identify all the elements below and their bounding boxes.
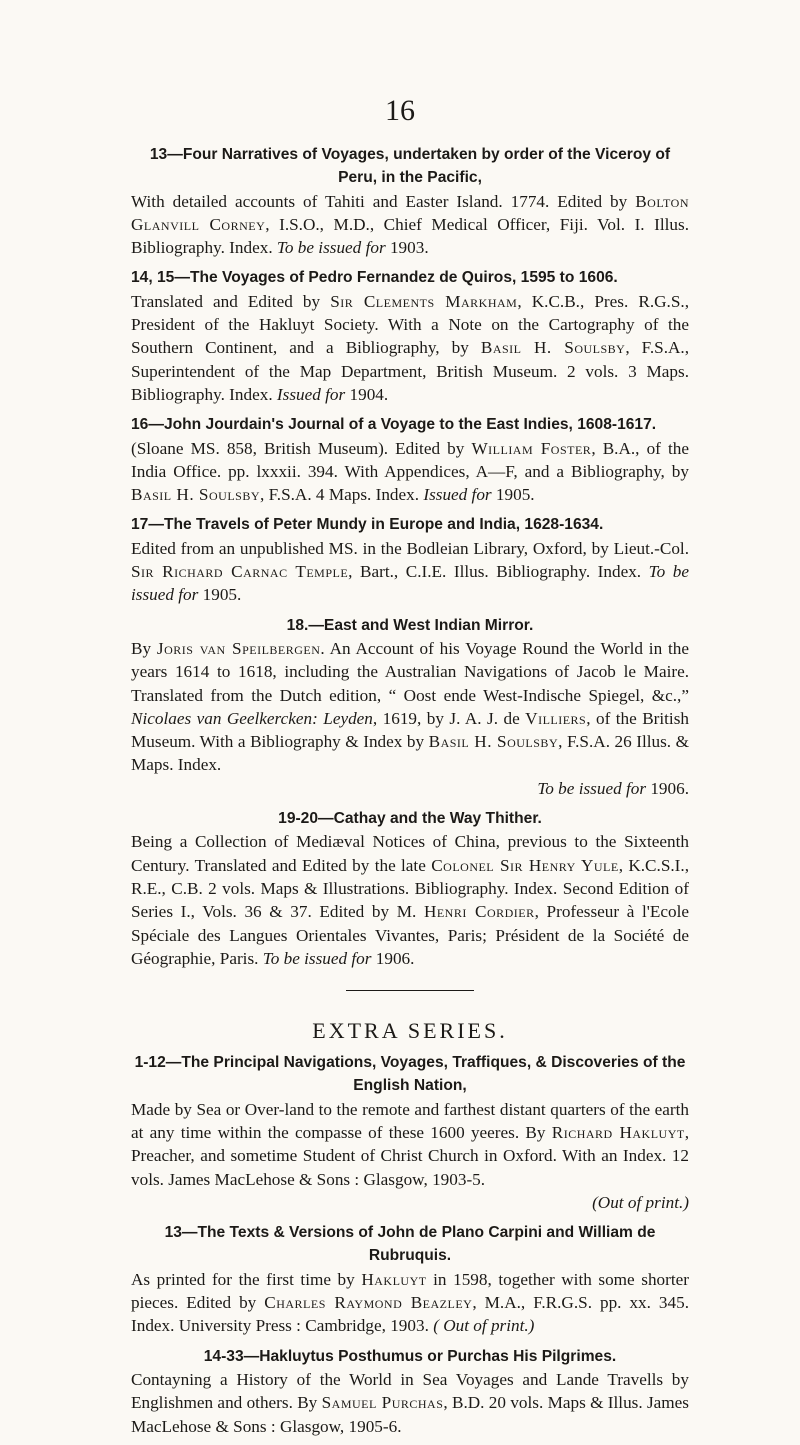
imprint-text: Nicolaes van Geelkercken: Leyden bbox=[131, 708, 373, 728]
entry-description bbox=[131, 1268, 689, 1338]
issue-status: To be issued for bbox=[537, 778, 647, 798]
author-name: Richard Hakluyt bbox=[551, 1122, 685, 1142]
status-line bbox=[131, 1191, 689, 1214]
entry-text: , F.S.A. 26 Illus. & Maps. Index. bbox=[131, 732, 690, 775]
series-entry-13 bbox=[131, 143, 689, 259]
entry-heading: 18.—East and West Indian Mirror. bbox=[286, 616, 534, 634]
author-name: Hakluyt bbox=[361, 1269, 427, 1289]
entry-heading: 19-20—Cathay and the Way Thither. bbox=[278, 810, 542, 828]
editor-name: William Foster bbox=[471, 438, 592, 458]
issue-status: To be issued for bbox=[262, 948, 372, 968]
editor-name: Sir Clements Markham bbox=[330, 291, 518, 311]
page-number: 16 bbox=[385, 94, 415, 127]
entry-text: . An Account of his Voyage Round the World in the years 1614 to 1618, including the Australian Navigations of Jacob le Maire. Translated from the Dutch edition, “ Oost ende West-Indische Spiegel, &c.,” bbox=[131, 638, 689, 705]
entry-heading: 1-12—The Principal Navigations, Voyages, Traffiques, & Discoveries of the English Nation, bbox=[134, 1054, 686, 1095]
entry-heading: 16—John Jourdain's Journal of a Voyage to the East Indies, 1608-1617. bbox=[131, 416, 657, 434]
entry-text: With detailed accounts of Tahiti and Easter Island. 1774. Edited by bbox=[131, 191, 636, 211]
series-entry-16 bbox=[131, 413, 689, 506]
entry-text: , F.S.A. 4 Maps. Index. bbox=[260, 485, 424, 505]
entry-heading: 13—Four Narratives of Voyages, undertaken by order of the Viceroy of Peru, in the Pacific, bbox=[149, 146, 671, 187]
entry-text: , I.S.O., M.D., Chief Medical Officer, Fiji. Vol. I. Illus. Bibliography. Index. bbox=[131, 214, 689, 258]
entry-text: , Preacher, and sometime Student of Christ Church in Oxford. With an Index. 12 vols. James MacLehose & Sons : Glasgow, 1903-5. bbox=[131, 1122, 690, 1189]
entry-description bbox=[131, 537, 689, 607]
entry-text: , K.C.S.I., R.E., C.B. 2 vols. Maps & Illustrations. Bibliography. Index. Second Edition of Series I., Vols. 36 & 37. Edited by M. bbox=[131, 855, 689, 922]
issue-year: 1906. bbox=[646, 778, 689, 798]
print-status: ( Out of print.) bbox=[433, 1316, 535, 1336]
entry-heading: 14, 15—The Voyages of Pedro Fernandez de Quiros, 1595 to 1606. bbox=[131, 269, 618, 287]
extra-entry-14-33 bbox=[131, 1345, 689, 1438]
author-name: Samuel Purchas bbox=[321, 1393, 444, 1413]
series-entry-18 bbox=[131, 614, 689, 800]
issue-line bbox=[131, 777, 689, 800]
entry-text: As printed for the first time by bbox=[131, 1269, 362, 1289]
entry-description bbox=[131, 1098, 689, 1191]
entry-text: , Bart., C.I.E. Illus. Bibliography. Index. bbox=[348, 562, 649, 582]
entry-text: (Sloane MS. 858, British Museum). Edited by bbox=[131, 438, 472, 458]
page-body bbox=[131, 143, 689, 1445]
editor-name: Bolton Glanvill Corney bbox=[131, 191, 689, 234]
editor-name: Charles Raymond Beazley bbox=[264, 1293, 473, 1313]
entry-text: , of the British Museum. With a Bibliography & Index by bbox=[131, 708, 689, 752]
editor-name: Colonel Sir Henry Yule bbox=[431, 855, 619, 875]
entry-text: Being a Collection of Mediæval Notices of China, previous to the Sixteenth Century. Translated and Edited by the late bbox=[131, 832, 689, 875]
entry-description bbox=[131, 290, 689, 406]
entry-heading: 17—The Travels of Peter Mundy in Europe and India, 1628-1634. bbox=[131, 516, 604, 534]
entry-text: , Professeur à l'Ecole Spéciale des Langues Orientales Vivantes, Paris; Président de la Société de Géographie, Paris. bbox=[131, 902, 689, 968]
extra-entry-13 bbox=[131, 1221, 689, 1337]
entry-text: , B.A., of the India Office. pp. lxxxii. 394. With Appendices, A—F, and a Bibliography, by bbox=[131, 438, 689, 481]
series-entry-19-20 bbox=[131, 807, 689, 970]
entry-text: , M.A., F.R.G.S. pp. xx. 345. Index. University Press : Cambridge, 1903. bbox=[131, 1293, 689, 1336]
section-divider bbox=[346, 990, 474, 991]
issue-year: 1904. bbox=[345, 384, 389, 404]
entry-text: Made by Sea or Over-land to the remote and farthest distant quarters of the earth at any time within the compasse of these 1600 yeeres. By bbox=[131, 1099, 689, 1142]
entry-description bbox=[131, 437, 689, 507]
issue-year: 1906. bbox=[371, 948, 415, 968]
entry-text: , F.S.A., Superintendent of the Map Department, British Museum. 2 vols. 3 Maps. Bibliography. Index. bbox=[131, 338, 689, 404]
issue-year: 1905. bbox=[491, 485, 535, 505]
editor-name: Basil H. Soulsby bbox=[428, 732, 559, 752]
entry-text: Contayning a History of the World in Sea Voyages and Lande Travells by Englishmen and others. By bbox=[131, 1369, 689, 1413]
extra-series-title: EXTRA SERIES. bbox=[312, 1018, 508, 1044]
issue-status: To be issued for bbox=[276, 238, 386, 258]
entry-text: Translated and Edited by bbox=[131, 291, 331, 311]
entry-description bbox=[131, 1368, 689, 1438]
editor-name: Villiers bbox=[525, 708, 587, 728]
entry-description bbox=[131, 190, 689, 260]
print-status: (Out of print.) bbox=[592, 1192, 689, 1212]
entry-heading: 13—The Texts & Versions of John de Plano Carpini and William de Rubruquis. bbox=[164, 1224, 656, 1265]
series-entry-14-15 bbox=[131, 266, 689, 406]
entry-text: By bbox=[131, 638, 157, 658]
editor-name: Henri Cordier bbox=[423, 902, 535, 922]
issue-year: 1905. bbox=[198, 585, 242, 605]
issue-year: 1903. bbox=[385, 238, 429, 258]
editor-name: Basil H. Soulsby bbox=[480, 338, 626, 358]
entry-text: , K.C.B., Pres. R.G.S., President of the Hakluyt Society. With a Note on the Cartography of the Southern Continent, and a Bibliography, by bbox=[131, 291, 689, 358]
entry-text: , B.D. 20 vols. Maps & Illus. James MacLehose & Sons : Glasgow, 1905-6. bbox=[131, 1393, 689, 1436]
author-name: Joris van Speilbergen bbox=[156, 638, 321, 658]
entry-description bbox=[131, 637, 689, 777]
entry-text: in 1598, together with some shorter pieces. Edited by bbox=[131, 1269, 689, 1313]
issue-status: Issued for bbox=[423, 485, 492, 505]
editor-name: Basil H. Soulsby bbox=[131, 485, 260, 505]
entry-text: Edited from an unpublished MS. in the Bodleian Library, Oxford, by Lieut.-Col. bbox=[131, 538, 689, 558]
editor-name: Sir Richard Carnac Temple bbox=[131, 562, 349, 582]
entry-text: , 1619, by J. A. J. de bbox=[372, 708, 526, 728]
issue-status: Issued for bbox=[276, 384, 346, 404]
series-entry-17 bbox=[131, 513, 689, 606]
extra-entry-1-12 bbox=[131, 1051, 689, 1214]
entry-heading: 14-33—Hakluytus Posthumus or Purchas His Pilgrimes. bbox=[203, 1347, 617, 1365]
issue-status: To be issued for bbox=[131, 562, 689, 605]
entry-description bbox=[131, 830, 689, 970]
